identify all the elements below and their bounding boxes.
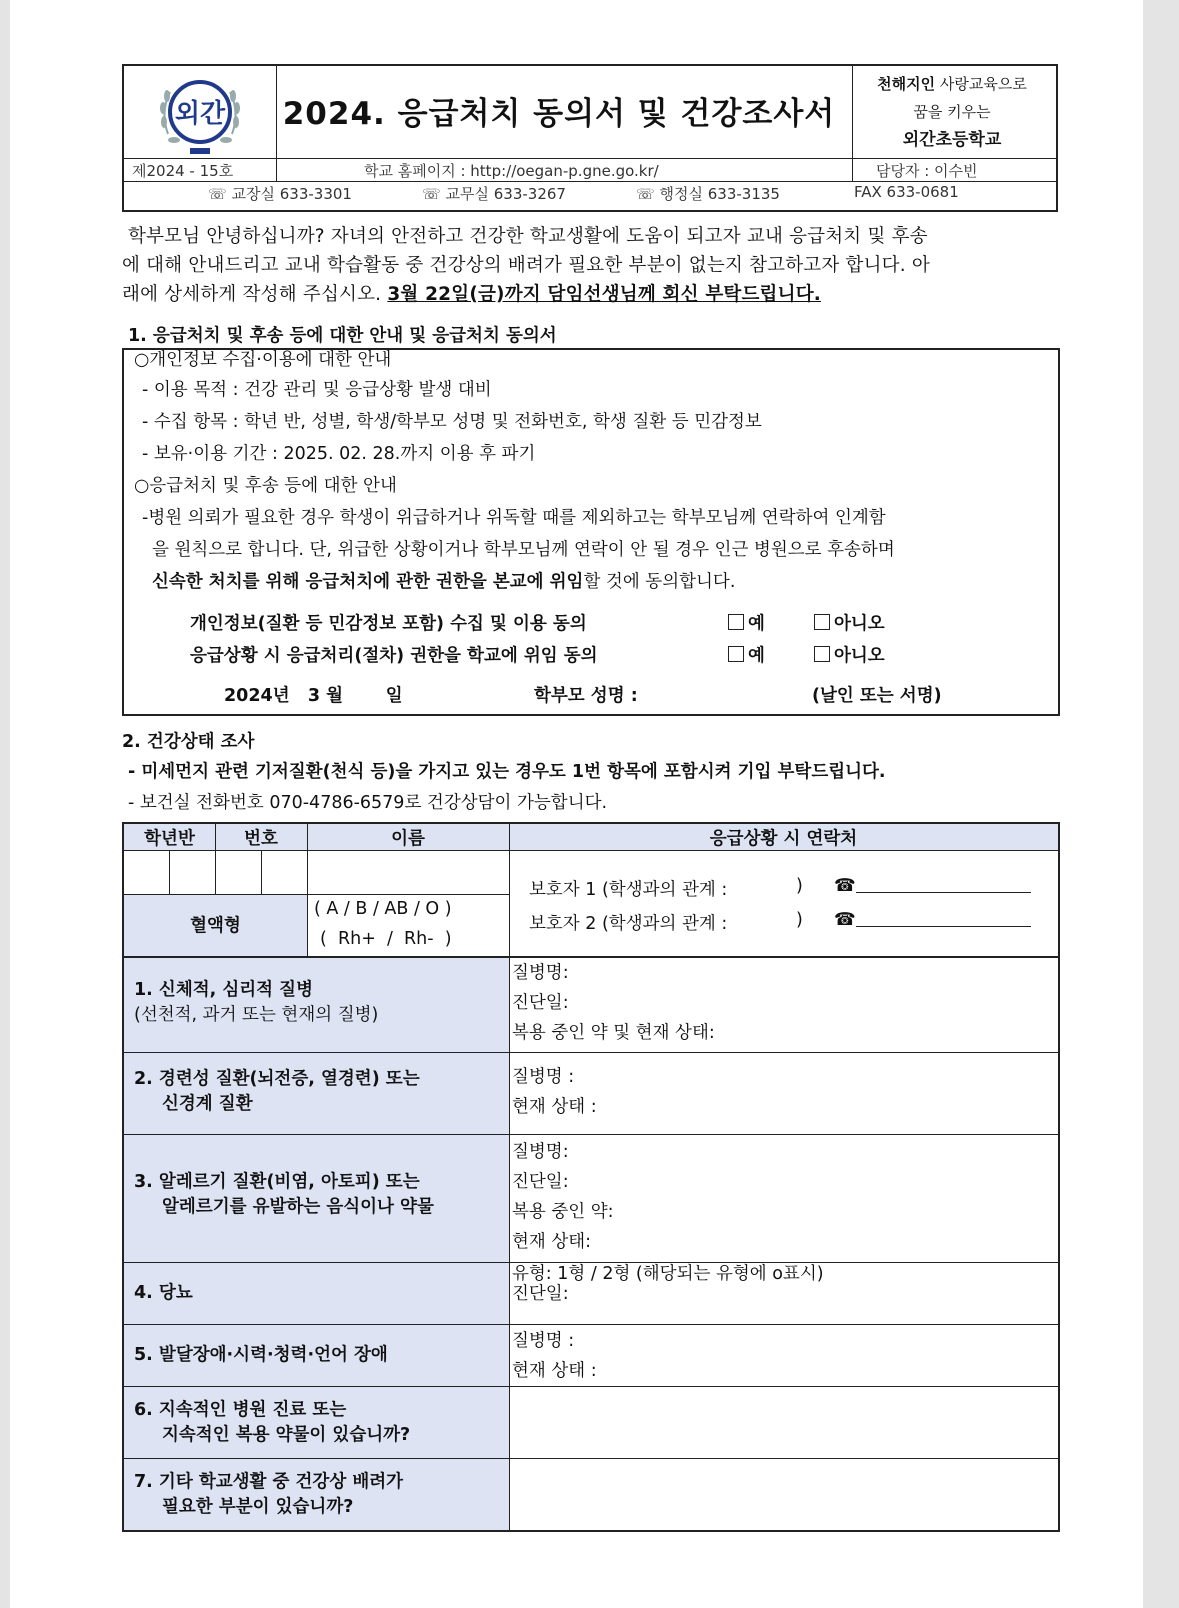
answer-6[interactable] — [512, 1388, 1052, 1454]
checkbox-icon[interactable] — [728, 614, 744, 630]
col-contact: 응급상황 시 연락처 — [709, 829, 858, 849]
answer-field[interactable]: 질병명: — [512, 1142, 569, 1162]
question-2-title: 2. 경련성 질환(뇌전증, 열경련) 또는 — [134, 1069, 420, 1089]
answer-field[interactable]: 질병명: — [512, 963, 569, 983]
manager-name: 담당자 : 이수빈 — [876, 162, 978, 180]
question-4 — [134, 1281, 504, 1306]
question-7 — [134, 1470, 504, 1520]
guardian-2-phone[interactable] — [834, 910, 1031, 930]
page-title: 2024. 응급처치 동의서 및 건강조사서 — [282, 96, 836, 132]
consent-date[interactable]: 2024년 3 월 일 — [224, 686, 403, 706]
page-edge-left — [0, 0, 10, 1608]
question-6-title: 6. 지속적인 병원 진료 또는 — [134, 1400, 347, 1420]
question-2-sub: 신경계 질환 — [162, 1094, 253, 1114]
guardian-2-relation[interactable]: 보호자 2 (학생과의 관계 : — [529, 914, 728, 934]
school-slogan — [852, 70, 1052, 154]
question-5 — [134, 1343, 504, 1368]
school-name: 외간초등학교 — [902, 130, 1002, 150]
question-1 — [134, 978, 504, 1028]
fax-number: FAX 633-0681 — [854, 183, 959, 201]
doc-number: 제2024 - 15호 — [132, 162, 234, 180]
intro-line-3-text: 래에 상세하게 작성해 주십시오. — [122, 284, 388, 305]
answer-field[interactable]: 복용 중인 약 및 현재 상태: — [512, 1023, 715, 1043]
seal-label: (날인 또는 서명) — [812, 686, 942, 706]
phone-icon: ☎ — [834, 910, 856, 930]
transport-title: ○응급처치 및 후송 등에 대한 안내 — [134, 476, 397, 496]
blood-abo[interactable]: ( A / B / AB / O ) — [314, 899, 452, 919]
intro-line-2: 에 대해 안내드리고 교내 학습활동 중 건강상의 배려가 필요한 부분이 없는지 참고하고자 합니다. 아 — [122, 255, 930, 276]
answer-field[interactable]: 진단일: — [512, 1284, 569, 1304]
question-6 — [134, 1398, 504, 1448]
consent-emergency-yes[interactable] — [728, 642, 765, 667]
phone-blank[interactable] — [856, 892, 1031, 893]
privacy-period: - 보유·이용 기간 : 2025. 02. 28.까지 이용 후 파기 — [142, 444, 536, 464]
answer-field[interactable]: 질병명 : — [512, 1067, 575, 1087]
blood-type-label: 혈액형 — [190, 916, 241, 936]
consent-emergency-label: 응급상황 시 응급처리(절차) 권한을 학교에 위임 동의 — [190, 646, 598, 666]
checkbox-icon[interactable] — [814, 614, 830, 630]
question-3-sub: 알레르기를 유발하는 음식이나 약물 — [162, 1197, 434, 1217]
transport-line-3-bold: 신속한 처치를 위해 응급처치에 관한 권한을 본교에 위임 — [152, 572, 584, 592]
privacy-items: - 수집 항목 : 학년 반, 성별, 학생/학부모 성명 및 전화번호, 학생 질환 등 민감정보 — [142, 412, 762, 432]
transport-line-3 — [152, 568, 735, 593]
col-number: 번호 — [244, 829, 278, 849]
question-5-title: 5. 발달장애·시력·청력·언어 장애 — [134, 1345, 388, 1365]
answer-field[interactable]: 현재 상태 : — [512, 1097, 597, 1117]
yes-label: 예 — [748, 646, 765, 666]
consent-privacy-label: 개인정보(질환 등 민감정보 포함) 수집 및 이용 동의 — [190, 614, 587, 634]
consent-box — [122, 348, 1060, 716]
health-office-note: - 보건실 전화번호 070-4786-6579로 건강상담이 가능합니다. — [128, 793, 608, 813]
question-2 — [134, 1067, 504, 1117]
answer-field[interactable]: 진단일: — [512, 1172, 569, 1192]
question-1-title: 1. 신체적, 심리적 질병 — [134, 980, 313, 1000]
answer-field[interactable]: 질병명 : — [512, 1331, 575, 1351]
consent-privacy-yes[interactable] — [728, 610, 765, 635]
phone-icon: ☎ — [834, 876, 856, 896]
consent-emergency-no[interactable] — [814, 642, 885, 667]
answer-field[interactable]: 현재 상태 : — [512, 1361, 597, 1381]
intro-paragraph — [122, 222, 1062, 309]
deadline-notice: 3월 22일(금)까지 담임선생님께 회신 부탁드립니다. — [387, 284, 821, 305]
intro-line-1: 학부모님 안녕하십니까? 자녀의 안전하고 건강한 학교생활에 도움이 되고자 교내 응급처치 및 후송 — [128, 226, 928, 247]
question-6-sub: 지속적인 복용 약물이 있습니까? — [162, 1425, 411, 1445]
consent-privacy-no[interactable] — [814, 610, 885, 635]
parent-name-label[interactable]: 학부모 성명 : — [534, 686, 638, 706]
answer-field[interactable]: 현재 상태: — [512, 1232, 592, 1252]
phone-admin: ☏ 행정실 633-3135 — [636, 185, 780, 203]
guardian-2-close: ) — [796, 910, 803, 930]
checkbox-icon[interactable] — [814, 646, 830, 662]
logo-lettering: 외간 — [174, 99, 226, 129]
answer-7[interactable] — [512, 1460, 1052, 1526]
answer-1[interactable] — [512, 958, 715, 1048]
slogan-rest: 사랑교육으로 — [935, 75, 1027, 93]
school-logo-icon — [154, 72, 246, 160]
guardian-1-phone[interactable] — [834, 876, 1031, 896]
health-table — [122, 822, 1060, 1532]
slogan-bold: 천해지인 — [877, 75, 936, 93]
intro-line-3 — [122, 280, 1062, 309]
phone-teachers: ☏ 교무실 633-3267 — [422, 185, 566, 203]
col-grade: 학년반 — [144, 829, 195, 849]
question-7-sub: 필요한 부분이 있습니까? — [162, 1497, 354, 1517]
section2-heading: 2. 건강상태 조사 — [122, 732, 255, 752]
answer-field[interactable]: 유형: 1형 / 2형 (해당되는 유형에 o표시) — [512, 1264, 824, 1284]
question-1-sub: (선천적, 과거 또는 현재의 질병) — [134, 1005, 379, 1025]
transport-line-1: -병원 의뢰가 필요한 경우 학생이 위급하거나 위독할 때를 제외하고는 학부모님께 연락하여 인계함 — [142, 508, 886, 528]
answer-3[interactable] — [512, 1137, 614, 1257]
yes-label: 예 — [748, 614, 765, 634]
answer-field[interactable]: 복용 중인 약: — [512, 1202, 614, 1222]
page-edge-right — [1143, 0, 1179, 1608]
transport-line-2: 을 원칙으로 합니다. 단, 위급한 상황이거나 학부모님께 연락이 안 될 경우 인근 병원으로 후송하며 — [152, 540, 895, 560]
question-7-title: 7. 기타 학교생활 중 건강상 배려가 — [134, 1472, 404, 1492]
answer-5[interactable] — [512, 1326, 597, 1386]
phone-blank[interactable] — [856, 926, 1031, 927]
guardian-1-relation[interactable]: 보호자 1 (학생과의 관계 : — [529, 880, 728, 900]
homepage-url: 학교 홈페이지 : http://oegan-p.gne.go.kr/ — [364, 162, 659, 180]
guardian-1-close: ) — [796, 876, 803, 896]
slogan-line2: 꿈을 키우는 — [913, 103, 991, 121]
dust-note: - 미세먼지 관련 기저질환(천식 등)을 가지고 있는 경우도 1번 항목에 포함시켜 기입 부탁드립니다. — [128, 762, 886, 782]
checkbox-icon[interactable] — [728, 646, 744, 662]
section1-heading: 1. 응급처치 및 후송 등에 대한 안내 및 응급처치 동의서 — [128, 326, 557, 346]
phone-principal: ☏ 교장실 633-3301 — [208, 185, 352, 203]
privacy-purpose: - 이용 목적 : 건강 관리 및 응급상황 발생 대비 — [142, 380, 492, 400]
answer-4[interactable] — [512, 1264, 824, 1304]
no-label: 아니오 — [834, 614, 885, 634]
question-3 — [134, 1170, 504, 1220]
col-name: 이름 — [391, 829, 425, 849]
question-4-title: 4. 당뇨 — [134, 1283, 193, 1303]
transport-line-3-rest: 할 것에 동의합니다. — [583, 572, 736, 592]
question-3-title: 3. 알레르기 질환(비염, 아토피) 또는 — [134, 1172, 420, 1192]
no-label: 아니오 — [834, 646, 885, 666]
answer-2[interactable] — [512, 1062, 597, 1122]
document-header — [122, 64, 1058, 212]
privacy-title: ○개인정보 수집·이용에 대한 안내 — [134, 350, 392, 370]
blood-rh[interactable]: ( Rh+ / Rh- ) — [320, 929, 452, 949]
answer-field[interactable]: 진단일: — [512, 993, 569, 1013]
